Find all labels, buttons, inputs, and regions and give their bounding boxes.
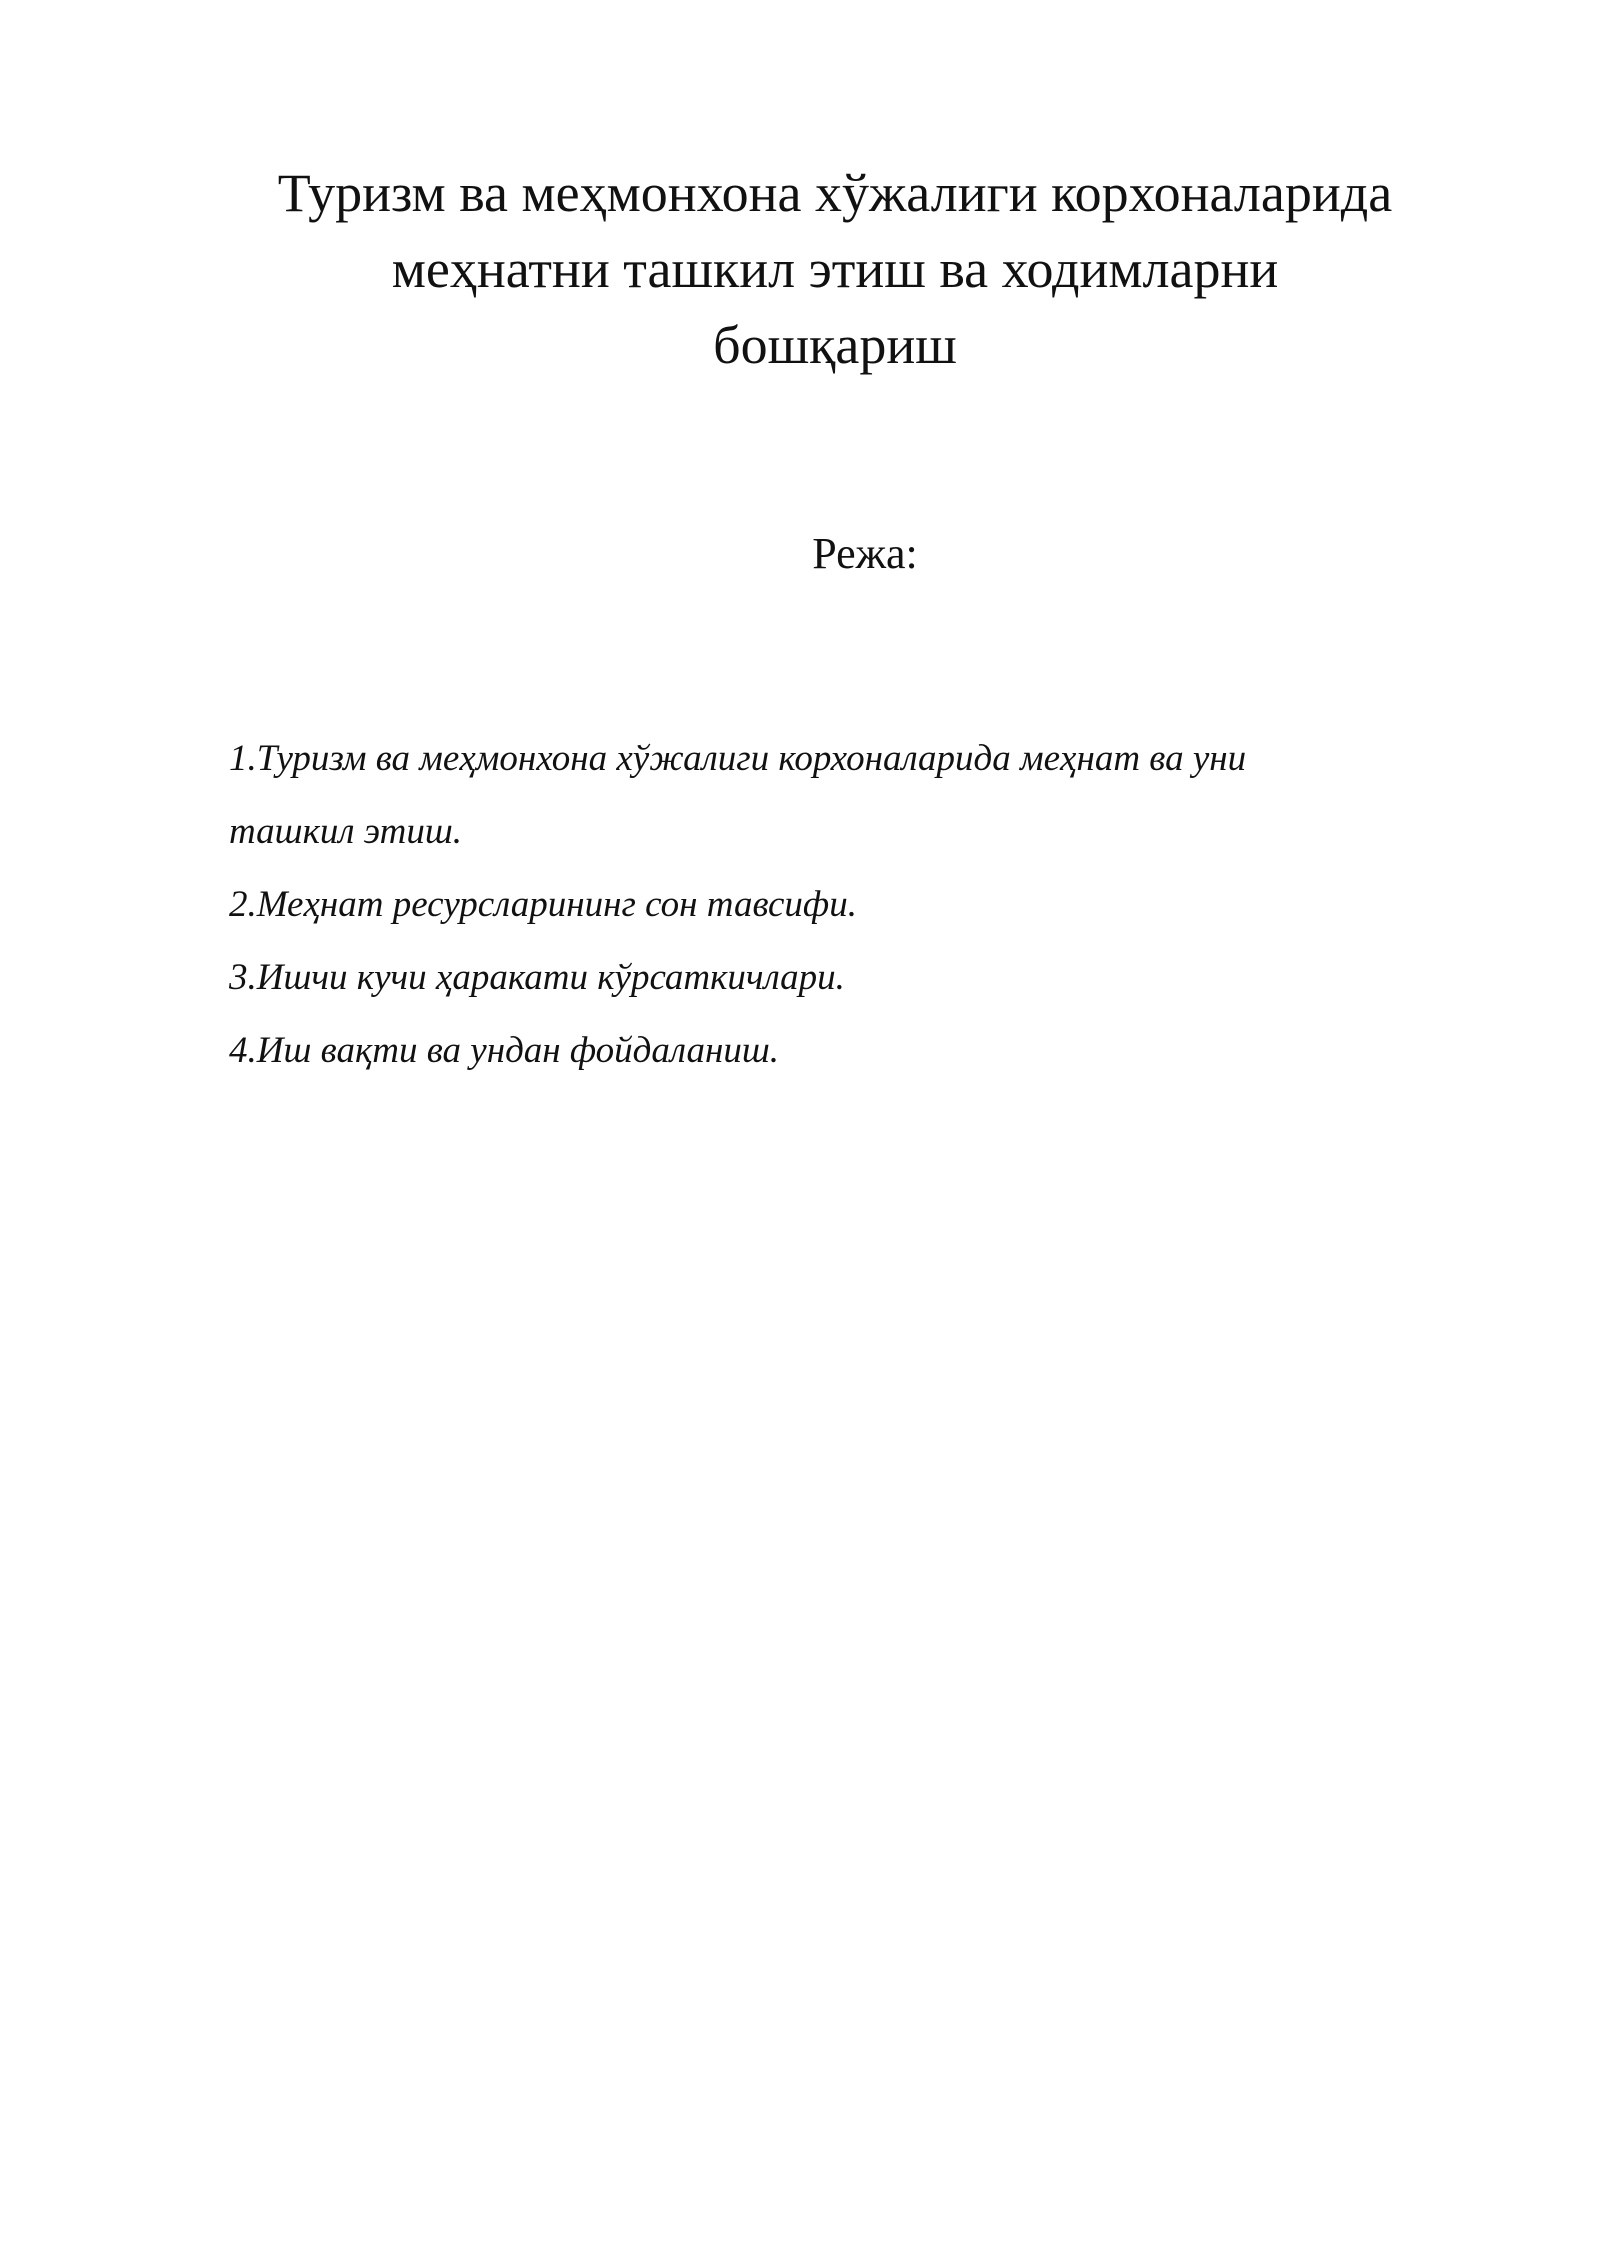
plan-item [229, 941, 1469, 1014]
plan-item-line: 3.Ишчи кучи ҳаракати кўрсаткичлари. [229, 957, 845, 998]
plan-item-line: 4.Иш вақти ва ундан фойдаланиш. [229, 1030, 780, 1071]
plan-item [229, 1014, 1469, 1087]
title-line: меҳнатни ташкил этиш ва ходимларни [391, 239, 1279, 299]
plan-item [229, 868, 1469, 941]
plan-item-line: ташкил этиш. [229, 811, 463, 852]
title-line: Туризм ва меҳмонхона хўжалиги корхоналарида [277, 163, 1393, 223]
plan-item [229, 722, 1469, 868]
plan-heading: Режа: [812, 529, 918, 578]
document-title [200, 155, 1470, 383]
plan-item-line: 1.Туризм ва меҳмонхона хўжалиги корхоналарида меҳнат ва уни [229, 738, 1247, 779]
plan-list [229, 722, 1469, 1087]
title-line: бошқариш [713, 315, 957, 375]
plan-item-line: 2.Меҳнат ресурсларининг сон тавсифи. [229, 884, 857, 925]
